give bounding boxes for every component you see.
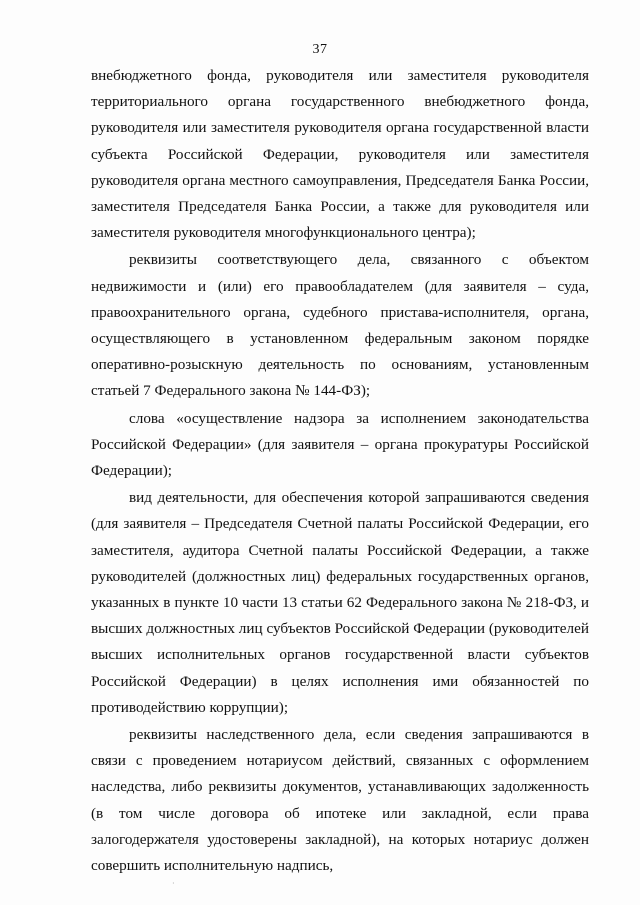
paragraph-2: реквизиты соответствующего дела, связанного с объектом недвижимости и (или) его правообладателем (для заявителя – суда, правоохранительного органа, судебного пристава-исполнителя, органа, осуществляющего в установленном федеральным законом порядке оперативно-розыскную деятельность по основаниям, установленным статьей 7 Федерального закона № 144-ФЗ); — [91, 251, 589, 400]
paragraph-3: слова «осуществление надзора за исполнением законодательства Российской Федерации» (для заявителя – органа прокуратуры Российской Федерации); — [91, 409, 589, 480]
paragraph-4: вид деятельности, для обеспечения которой запрашиваются сведения (для заявителя – Председателя Счетной палаты Российской Федерации, его заместителя, аудитора Счетной палаты Российской Федерации, а также руководителей (должностных лиц) федеральных государственных органов, указанных в пункте 10 части 13 статьи 62 Федерального закона № 218-ФЗ, и высших должностных лиц субъектов Российской Федерации (руководителей высших исполнительных органов государственной власти субъектов Российской Федерации) в целях исполнения ими обязанностей по противодействию коррупции); — [91, 489, 589, 716]
scan-speck-mark: · — [172, 879, 175, 888]
document-body — [91, 63, 589, 879]
page-number: 37 — [312, 42, 328, 57]
paragraph-1: внебюджетного фонда, руководителя или заместителя руководителя территориального органа государственного внебюджетного фонда, руководителя или заместителя руководителя органа государственной власти субъекта Российской Федерации, руководителя или заместителя руководителя органа местного самоуправления, Председателя Банка России, заместителя Председателя Банка России, а также для руководителя или заместителя руководителя многофункционального центра); — [91, 67, 589, 242]
paragraph-5: реквизиты наследственного дела, если сведения запрашиваются в связи с проведением нотариусом действий, связанных с оформлением наследства, либо реквизиты документов, устанавливающих задолженность (в том числе договора об ипотеке или закладной, если права залогодержателя удостоверены закладной), на которых нотариус должен совершить исполнительную надпись, — [91, 726, 589, 875]
